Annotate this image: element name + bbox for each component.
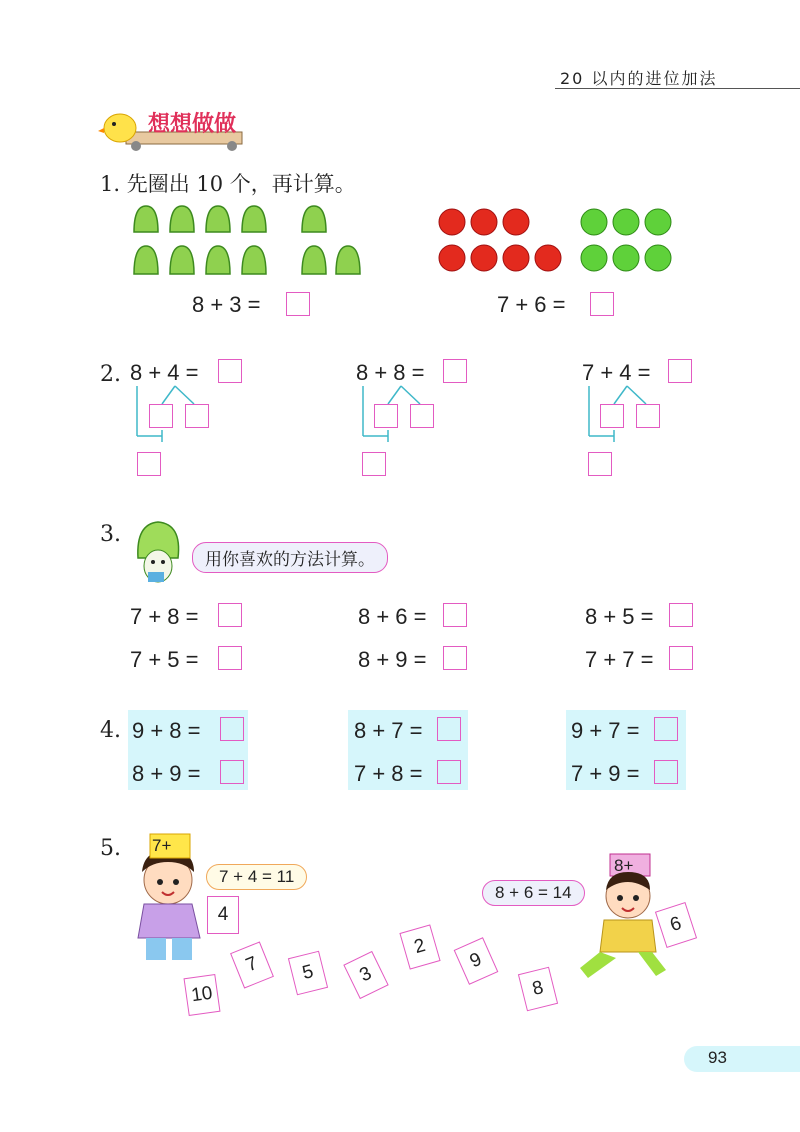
answer-box[interactable]: [437, 717, 461, 741]
q2-equation: 8 + 8 =: [356, 360, 425, 385]
q1-instruction: [100, 168, 356, 198]
q4-equation: 8 + 9 =: [132, 761, 201, 786]
chapter-header: 20 以内的进位加法: [560, 69, 718, 88]
number-card[interactable]: 7: [230, 941, 274, 988]
q1-equation-left: 8 + 3 =: [192, 292, 261, 317]
boy-speech-bubble: 8 + 6 = 14: [482, 880, 585, 906]
q2-number: 2.: [100, 362, 121, 387]
q4-equation: 7 + 8 =: [354, 761, 423, 786]
split-box[interactable]: [600, 404, 624, 428]
red-apple-icon: [439, 245, 465, 271]
split-box[interactable]: [185, 404, 209, 428]
q3-equation: 7 + 8 =: [130, 604, 199, 629]
cabbage-icon: [242, 246, 266, 274]
red-apple-icon: [535, 245, 561, 271]
girl-illustration: [124, 832, 220, 966]
answer-box[interactable]: [218, 603, 242, 627]
cabbage-icon: [336, 246, 360, 274]
answer-box[interactable]: [668, 359, 692, 383]
cabbage-icon: [206, 206, 230, 232]
number-card[interactable]: 10: [184, 974, 221, 1016]
green-apple-icon: [613, 209, 639, 235]
answer-box[interactable]: [654, 717, 678, 741]
q4-equation: 8 + 7 =: [354, 718, 423, 743]
cabbage-icon: [302, 246, 326, 274]
number-card[interactable]: 9: [454, 937, 499, 985]
q4-equation: 9 + 7 =: [571, 718, 640, 743]
answer-box[interactable]: [220, 760, 244, 784]
q3-equation: 7 + 5 =: [130, 647, 199, 672]
q3-equation: 7 + 7 =: [585, 647, 654, 672]
q3-hint-bubble: 用你喜欢的方法计算。: [192, 542, 388, 573]
answer-box[interactable]: [669, 646, 693, 670]
q1-text: 先圈出 10 个，再计算。: [126, 172, 356, 196]
cabbage-icon: [206, 246, 230, 274]
girl-speech-bubble: 7 + 4 = 11: [206, 864, 307, 890]
cabbage-icon: [134, 246, 158, 274]
answer-box[interactable]: [220, 717, 244, 741]
q3-number: 3.: [100, 522, 121, 547]
red-apple-icon: [471, 245, 497, 271]
red-apple-icon: [439, 209, 465, 235]
cabbage-icon: [242, 206, 266, 232]
answer-box[interactable]: [218, 646, 242, 670]
page-number: 93: [708, 1048, 727, 1067]
cabbage-icon: [134, 206, 158, 232]
sum-box[interactable]: [137, 452, 161, 476]
girl-hat-label: 7+: [152, 836, 172, 855]
header-rule: [555, 88, 800, 89]
answer-box[interactable]: [443, 646, 467, 670]
cabbage-icon: [170, 206, 194, 232]
green-apple-icon: [645, 245, 671, 271]
q4-equation: 7 + 9 =: [571, 761, 640, 786]
green-apple-icon: [645, 209, 671, 235]
answer-box[interactable]: [669, 603, 693, 627]
red-apple-icon: [503, 245, 529, 271]
answer-box[interactable]: [443, 603, 467, 627]
answer-box[interactable]: [590, 292, 614, 316]
q3-equation: 8 + 6 =: [358, 604, 427, 629]
split-box[interactable]: [149, 404, 173, 428]
q4-equation: 9 + 8 =: [132, 718, 201, 743]
q2-equation: 7 + 4 =: [582, 360, 651, 385]
q2-equation: 8 + 4 =: [130, 360, 199, 385]
number-card[interactable]: 2: [399, 924, 440, 969]
boy-number-card[interactable]: 6: [655, 902, 697, 948]
cabbage-icon: [170, 246, 194, 274]
green-apple-icon: [581, 245, 607, 271]
page-number-bar: [684, 1046, 800, 1072]
q1-number: 1.: [100, 172, 121, 196]
q3-equation: 8 + 5 =: [585, 604, 654, 629]
girl-number-card[interactable]: 4: [207, 896, 239, 934]
red-apple-icon: [503, 209, 529, 235]
answer-box[interactable]: [218, 359, 242, 383]
answer-box[interactable]: [654, 760, 678, 784]
boy-hat-label: 8+: [614, 856, 634, 875]
number-card[interactable]: 3: [343, 951, 388, 999]
answer-box[interactable]: [443, 359, 467, 383]
q5-number: 5.: [100, 836, 121, 861]
q4-number: 4.: [100, 718, 121, 743]
green-apple-icon: [613, 245, 639, 271]
cabbage-group: [130, 202, 370, 280]
split-box[interactable]: [636, 404, 660, 428]
section-title: 想想做做: [148, 112, 237, 137]
split-box[interactable]: [374, 404, 398, 428]
answer-box[interactable]: [437, 760, 461, 784]
apple-group: [436, 204, 680, 276]
sum-box[interactable]: [588, 452, 612, 476]
sum-box[interactable]: [362, 452, 386, 476]
split-box[interactable]: [410, 404, 434, 428]
q3-equation: 8 + 9 =: [358, 647, 427, 672]
answer-box[interactable]: [286, 292, 310, 316]
cabbage-icon: [302, 206, 326, 232]
number-card[interactable]: 8: [518, 967, 558, 1012]
red-apple-icon: [471, 209, 497, 235]
number-card[interactable]: 5: [288, 951, 328, 996]
cabbage-mascot-icon: [128, 518, 194, 590]
green-apple-icon: [581, 209, 607, 235]
q1-equation-right: 7 + 6 =: [497, 292, 566, 317]
